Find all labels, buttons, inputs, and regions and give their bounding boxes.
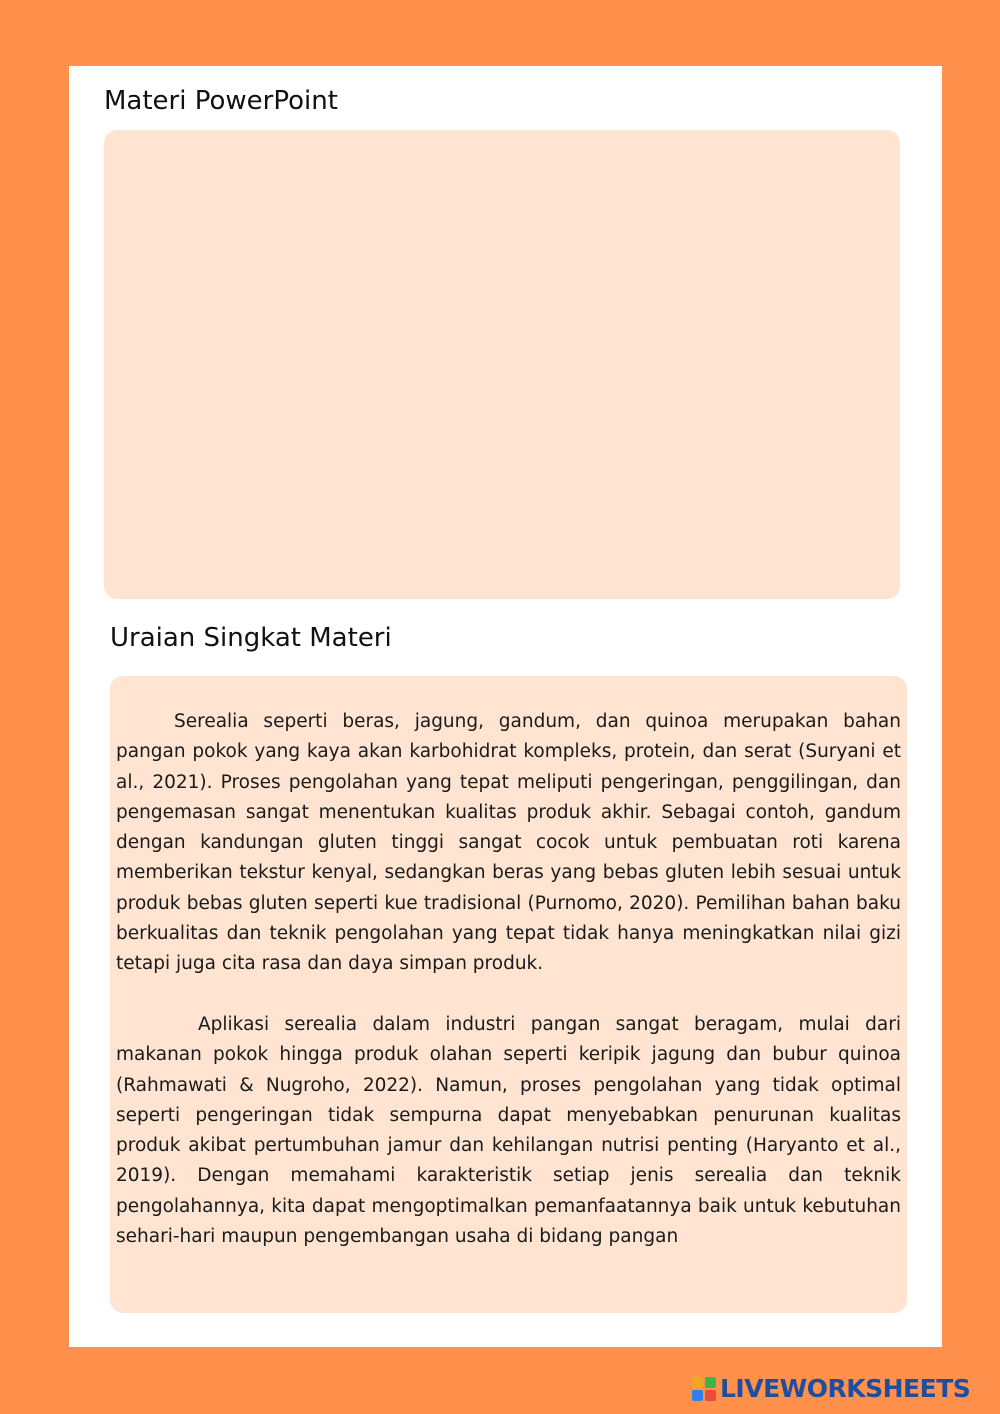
summary-text-panel: [110, 676, 907, 1313]
summary-body: [116, 707, 901, 1252]
summary-section-title: Uraian Singkat Materi: [110, 623, 392, 653]
liveworksheets-wordmark: LIVEWORKSHEETS: [720, 1374, 971, 1403]
liveworksheets-logo-icon: [692, 1377, 716, 1401]
summary-paragraph-2: Aplikasi serealia dalam industri pangan sangat beragam, mulai dari makanan pokok hingga produk olahan seperti keripik jagung dan bubur quinoa (Rahmawati & Nugroho, 2022). Namun, proses pengolahan yang tidak optimal seperti pengeringan tidak sempurna dapat menyebabkan penurunan kualitas produk akibat pertumbuhan jamur dan kehilangan nutrisi penting (Haryanto et al., 2019). Dengan memahami karakteristik setiap jenis serealia dan teknik pengolahannya, kita dapat mengoptimalkan pemanfaatannya baik untuk kebutuhan sehari-hari maupun pengembangan usaha di bidang pangan: [116, 1013, 901, 1248]
liveworksheets-brand[interactable]: [692, 1375, 970, 1403]
powerpoint-section-title: Materi PowerPoint: [104, 86, 338, 116]
summary-paragraph-1: Serealia seperti beras, jagung, gandum, dan quinoa merupakan bahan pangan pokok yang kaya akan karbohidrat kompleks, protein, dan serat (Suryani et al., 2021). Proses pengolahan yang tepat meliputi pengeringan, penggilingan, dan pengemasan sangat menentukan kualitas produk akhir. Sebagai contoh, gandum dengan kandungan gluten tinggi sangat cocok untuk pembuatan roti karena memberikan tekstur kenyal, sedangkan beras yang bebas gluten lebih sesuai untuk produk bebas gluten seperti kue tradisional (Purnomo, 2020). Pemilihan bahan baku berkualitas dan teknik pengolahan yang tepat tidak hanya meningkatkan nilai gizi tetapi juga cita rasa dan daya simpan produk.: [116, 711, 901, 975]
worksheet-page: [69, 66, 942, 1347]
powerpoint-embed-area[interactable]: [104, 130, 900, 599]
